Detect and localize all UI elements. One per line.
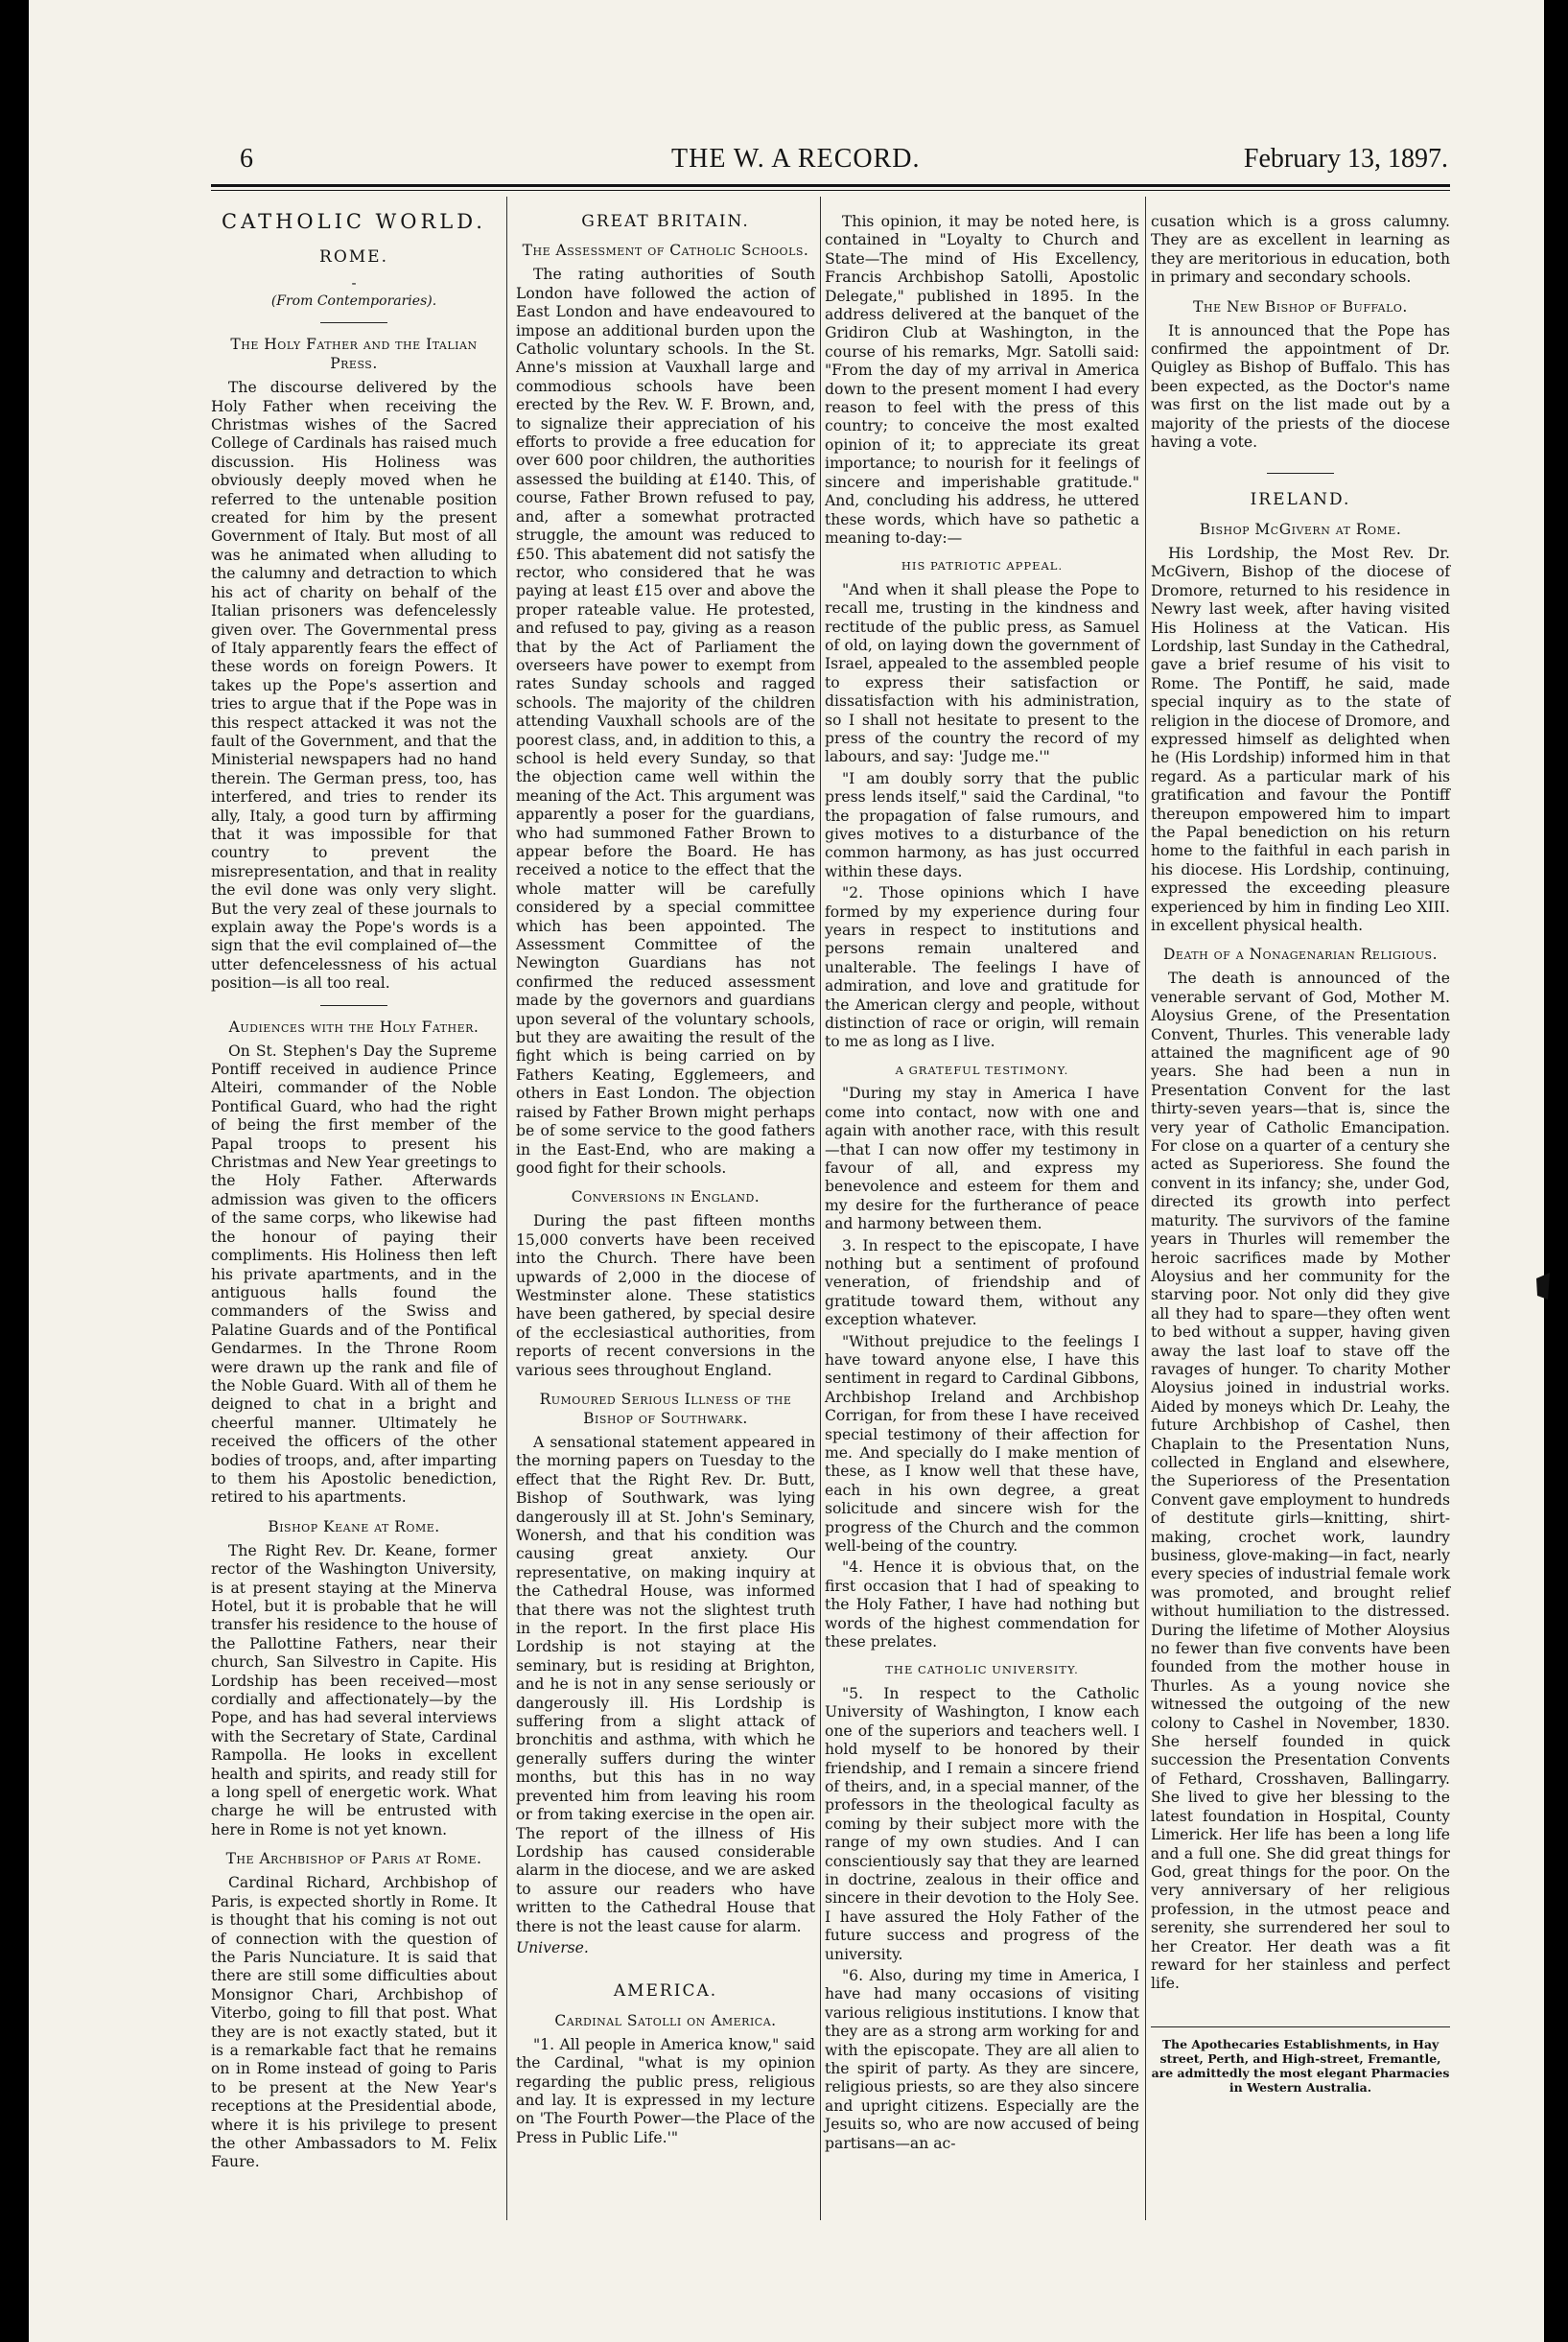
column-divider: [1145, 197, 1146, 2220]
section-heading: AMERICA.: [613, 1981, 718, 2002]
article-heading: The Assessment of Catholic Schools.: [522, 242, 809, 260]
column-great-britain: [516, 199, 815, 2150]
article-paragraph: "4. Hence it is obvious that, on the first occasion that I had of speaking to the Holy Father, I have had nothing but words of the highest commendation for these prelates.: [825, 1558, 1139, 1651]
article-paragraph: "I am doubly sorry that the public press lends itself," said the Cardinal, "to the propagation of false rumours, and gives motives to a disturbance of the common harmony, as has just occurred within these days.: [825, 769, 1139, 880]
article-heading: Conversions in England.: [571, 1188, 761, 1206]
masthead: [211, 144, 1458, 182]
ad-rule: [1151, 2026, 1450, 2027]
article-paragraph: "1. All people in America know," said the Cardinal, "what is my opinion regarding the public press, religious and lay. It is expressed in my lecture on 'The Fourth Power—the Place of the Press in Public Life.'": [516, 2035, 815, 2146]
article-paragraph: "6. Also, during my time in America, I have had many occasions of visiting various religious institutions. I know that they are as a strong arm working for and with the episcopate. They are all alien to the spirit of party. As they are sincere, religious priests, so are they also sincere and upright citizens. Especially are the Jesuits so, who are now accused of being partisans—an ac-: [825, 1966, 1139, 2152]
article-heading: Bishop Keane at Rome.: [268, 1517, 440, 1535]
column-america-continued: [825, 199, 1139, 2156]
article-paragraph: The Right Rev. Dr. Keane, former rector of the Washington University, is at present staying at the Minerva Hotel, but it is probable that he will transfer his residence to the house of the Pallottine Fathers, near their church, San Silvestro in Capite. His Lordship has been received—most cordially and affectionately—by the Pope, and has had several interviews with the Secretary of State, Cardinal Rampolla. He looks in excellent health and spirits, and ready still for a long spell of energetic work. What charge he will be entrusted with here in Rome is not yet known.: [211, 1541, 497, 1838]
divider: [320, 322, 387, 323]
article-heading: Cardinal Satolli on America.: [554, 2011, 777, 2029]
article-paragraph: cusation which is a gross calumny. They are as excellent in learning as they are meritorious in education, both in primary and secondary schools.: [1151, 213, 1450, 287]
column-divider: [820, 197, 821, 2220]
page-number: 6: [240, 144, 253, 174]
article-paragraph: During the past fifteen months 15,000 converts have been received into the Church. There have been upwards of 2,000 in the diocese of Westminster alone. These statistics have been gathered, by special desire of the ecclesiastical authorities, from reports of recent conversions in the various sees throughout England.: [516, 1212, 815, 1379]
article-paragraph: 3. In respect to the episcopate, I have nothing but a sentiment of profound veneration, of friendship and of gratitude toward them, without any exception whatever.: [825, 1236, 1139, 1329]
article-paragraph: "Without prejudice to the feelings I have toward anyone else, I have this sentiment in regard to Cardinal Gibbons, Archbishop Ireland and Archbishop Corrigan, for from these I have received special testimony of their affection for me. And specially do I make mention of these, as I know well that these have, each in his own degree, a great solicitude and sincere wish for the progress of the Church and the common well-being of the country.: [825, 1332, 1139, 1556]
section-heading: IRELAND.: [1250, 490, 1351, 510]
article-heading: Bishop McGivern at Rome.: [1199, 520, 1402, 538]
divider: [320, 1005, 387, 1006]
article-paragraph: "2. Those opinions which I have formed by my experience during four years in respect to institutions and persons remain unaltered and unalterable. The feelings I have of admiration, and love and gratitude for the American clergy and people, without distinction of race or origin, will remain to me as long as I live.: [825, 884, 1139, 1051]
article-paragraph: This opinion, it may be noted here, is contained in "Loyalty to Church and State—The mind of His Excellency, Francis Archbishop Satolli, Apostolic Delegate," published in 1895. In the address delivered at the banquet of the Gridiron Club at Washington, in the course of his remarks, Mgr. Satolli said: "From the day of my arrival in America down to the present moment I had every reason to feel with the press of this country; to conceive the most exalted opinion of it; to appreciate its great importance; to nourish for it feelings of sincere and imperishable gratitude." And, concluding his address, he uttered these words, which have so pathetic a meaning to-day:—: [825, 213, 1139, 547]
divider: [1267, 473, 1334, 474]
article-paragraph: It is announced that the Pope has confirmed the appointment of Dr. Quigley as Bishop of Buffalo. This has been expected, as the Doctor's name was first on the list made out by a majority of the priests of the diocese having a vote.: [1151, 321, 1450, 452]
article-paragraph: On St. Stephen's Day the Supreme Pontiff received in audience Prince Alteiri, commander of the Noble Pontifical Guard, who had the right of being the first member of the Papal troops to present his Christmas and New Year greetings to the Holy Father. Afterwards admission was given to the officers of the same corps, who likewise had the honour of paying their compliments. His Holiness then left his private apartments, and in the antiguous halls found the commanders of the Swiss and Palatine Guards and of the Pontifical Gendarmes. In the Throne Room were drawn up the rank and file of the Noble Guard. With all of them he deigned to chat in a bright and cheerful manner. Ultimately he received the officers of the other bodies of troops, and, after imparting to them his Apostolic benediction, retired to his apartments.: [211, 1042, 497, 1507]
article-heading: The Holy Father and the Italian Press.: [230, 336, 478, 373]
article-paragraph: A sensational statement appeared in the morning papers on Tuesday to the effect that the Right Rev. Dr. Butt, Bishop of Southwark, was lying dangerously ill at St. John's Seminary, Wonersh, and that his condition was causing great anxiety. Our representative, on making inquiry at the Cathedral House, was informed that there was not the slightest truth in the report. In the first place His Lordship is not staying at the seminary, but is residing at Brighton, and he is not in any sense seriously or dangerously ill. His Lordship is suffering from a slight attack of bronchitis and asthma, with which he generally suffers during the winter months, but this has in no way prevented him from leaving his room or from taking exercise in the open air. The report of the illness of His Lordship has caused considerable alarm in the diocese, and we are asked to assure our readers who have written to the Cathedral House that there is not the least cause for alarm.: [516, 1433, 815, 1935]
inline-heading: THE CATHOLIC UNIVERSITY.: [885, 1663, 1079, 1677]
article-heading: Death of a Nonagenarian Religious.: [1163, 946, 1438, 964]
article-heading: Audiences with the Holy Father.: [228, 1018, 480, 1036]
source-note: (From Contemporaries).: [270, 293, 437, 309]
column-ireland: [1151, 199, 1450, 2095]
article-heading: The Archbishop of Paris at Rome.: [225, 1850, 482, 1868]
section-heading: GREAT BRITAIN.: [581, 212, 750, 231]
source-credit: Universe.: [516, 1938, 589, 1956]
article-paragraph: "And when it shall please the Pope to recall me, trusting in the kindness and rectitude of the public press, as Samuel of old, on laying down the government of Israel, appealed to the assembled people to express their satisfaction or dissatisfaction with his administration, so I shall not hesitate to present to the press of the country the record of my labours, and say: 'Judge me.'": [825, 580, 1139, 766]
advertisement-text: The Apothecaries Establishments, in Hay street, Perth, and High-street, Fremantle, are admittedly the most elegant Pharmacies in Western Australia.: [1151, 2036, 1450, 2095]
article-paragraph: "5. In respect to the Catholic University of Washington, I know each one of the superiors and teachers well. I hold myself to be honored by their friendship, and I remain a sincere friend of theirs, and, in a special manner, of the professors in the theological faculty as coming by their subject more with the range of my own studies. And I can conscientiously say that they are learned in doctrine, zealous in their office and sincere in their devotion to the Holy See. I have assured the Holy Father of the future success and progress of the university.: [825, 1684, 1139, 1963]
article-paragraph: The discourse delivered by the Holy Father when receiving the Christmas wishes of the Sacred College of Cardinals has raised much discussion. His Holiness was obviously deeply moved when he referred to the untenable position created for him by the present Government of Italy. But most of all was he animated when alluding to the calumny and detraction to which his act of charity on behalf of the Italian prisoners was defencelessly given over. The Governmental press of Italy apparently fears the effect of these words on foreign Powers. It takes up the Pope's assertion and tries to argue that if the Pope was in this respect attacked it was not the fault of the Government, and that the Ministerial newspapers had no hand therein. The German press, too, has interfered, and tries to render its ally, Italy, a good turn by affirming that it was impossible for that country to prevent the misrepresentation, and that in reality the evil done was only very slight. But the very zeal of these journals to explain away the Pope's words is a sign that the evil complained of—the utter defencelessness of his actual position—is all too real.: [211, 379, 497, 993]
article-paragraph: His Lordship, the Most Rev. Dr. McGivern, Bishop of the diocese of Dromore, returned to his residence in Newry last week, after having visited His Holiness at the Vatican. His Lordship, last Sunday in the Cathedral, gave a brief resume of his visit to Rome. The Pontiff, he said, made special inquiry as to the state of religion in the diocese of Dromore, and expressed himself as delighted when he (His Lordship) informed him in that regard. As a particular mark of his gratification and favour the Pontiff thereupon empowered him to impart the Papal benediction on his return home to the faithful in each parish in his diocese. His Lordship, continuing, expressed the exceeding pleasure experienced by him in finding Leo XIII. in excellent physical health.: [1151, 544, 1450, 934]
subsection-heading: ROME.: [319, 247, 388, 268]
inline-heading: A GRATEFUL TESTIMONY.: [895, 1063, 1069, 1077]
header-rule-thick: [211, 184, 1450, 187]
header-rule-thin: [211, 190, 1450, 191]
section-heading: CATHOLIC WORLD.: [222, 210, 486, 233]
article-paragraph: Cardinal Richard, Archbishop of Paris, is expected shortly in Rome. It is thought that his coming is not out of connection with the question of the Paris Nunciature. It is said that there are still some difficulties about Monsignor Chari, Archbishop of Viterbo, going to fill that post. What they are is not exactly stated, but it is a remarkable fact that he remains on in Rome instead of going to Paris to be present at the New Year's receptions at the Presidential abode, where it is his privilege to present the other Ambassadors to M. Felix Faure.: [211, 1874, 497, 2171]
column-divider: [506, 197, 507, 2220]
inline-heading: HIS PATRIOTIC APPEAL.: [901, 559, 1064, 574]
margin-ink-mark-icon: [1534, 1271, 1552, 1303]
ornament: -: [351, 273, 357, 292]
article-heading: The New Bishop of Buffalo.: [1193, 297, 1408, 316]
newspaper-title: THE W. A RECORD.: [671, 144, 921, 174]
column-catholic-world: [211, 199, 497, 2175]
article-paragraph: The rating authorities of South London have followed the action of East London and have endeavoured to impose an additional burden upon the Catholic voluntary schools. In the St. Anne's mission at Vauxhall large and commodious schools have been erected by the Rev. W. F. Brown, and, to signalize their appreciation of his efforts to provide a free education for over 600 poor children, the authorities assessed the building at £140. This, of course, Father Brown refused to pay, and, after a somewhat protracted struggle, the amount was reduced to £50. This abatement did not satisfy the rector, who considered that he was paying at least £15 over and above the proper rateable value. He protested, and refused to pay, giving as a reason that by the Act of Parliament the overseers have power to exempt from rates Sunday schools and ragged schools. The majority of the children attending Vauxhall schools are of the poorest class, and, in addition to this, a school is held every Sunday, so that the objection came well within the meaning of the Act. This argument was apparently a poser for the guardians, who had summoned Father Brown to appear before the Board. He has received a notice to the effect that the whole matter will be carefully considered by a special committee which has been appointed. The Assessment Committee of the Newington Guardians has not confirmed the reduced assessment made by the governors and guardians upon several of the voluntary schools, but they are awaiting the result of the fight which is being carried on by Fathers Keating, Egglemeers, and others in East London. The objection raised by Father Brown might perhaps be of some service to the good fathers in the East-End, who are making a good fight for their schools.: [516, 266, 815, 1177]
advertisement: [1151, 2026, 1450, 2095]
issue-date: February 13, 1897.: [1243, 144, 1448, 174]
newspaper-page: [29, 0, 1544, 2342]
article-paragraph: The death is announced of the venerable servant of God, Mother M. Aloysius Grene, of the Presentation Convent, Thurles. This venerable lady attained the magnificent age of 90 years. She had been a nun in Presentation Convent for the last thirty-seven years—that is, since the very year of Catholic Emancipation. For close on a quarter of a century she acted as Superioress. She found the convent in its infancy; she, under God, directed its growth into perfect maturity. The survivors of the famine years in Thurles will remember the heroic sacrifices made by Mother Aloysius and her community for the starving poor. Not only did they give all they had to spare—they often went to bed without a supper, having given away the last loaf to stave off the ravages of hunger. To charity Mother Aloysius joined in industrial works. Aided by moneys which Dr. Leahy, the future Archbishop of Cashel, then Chaplain to the Presentation Nuns, collected in England and elsewhere, the Superioress of the Presentation Convent gave employment to hundreds of destitute girls—knitting, shirt-making, crochet work, laundry business, glove-making—in fact, nearly every species of industrial female work was promoted, and brought relief without humiliation to the distressed. During the lifetime of Mother Aloysius no fewer than five convents have been founded from the mother house in Thurles. As a young novice she witnessed the outgoing of the new colony to Cashel in November, 1830. She herself founded in quick succession the Presentation Convents of Fethard, Crosshaven, Ballingarry. She lived to give her blessing to the latest foundation in Hospital, County Limerick. Her life has been a long life and a full one. She did great things for God, great things for the poor. On the very anniversary of her religious profession, in the utmost peace and serenity, she surrendered her soul to her Creator. Her death was a fit reward for her stainless and perfect life.: [1151, 970, 1450, 1993]
article-heading: Rumoured Serious Illness of the Bishop of Southwark.: [539, 1390, 792, 1427]
article-paragraph: "During my stay in America I have come into contact, now with one and again with another race, with this result—that I can now offer my testimony in favour of all, and express my benevolence and esteem for them and my desire for the furtherance of peace and harmony between them.: [825, 1085, 1139, 1233]
